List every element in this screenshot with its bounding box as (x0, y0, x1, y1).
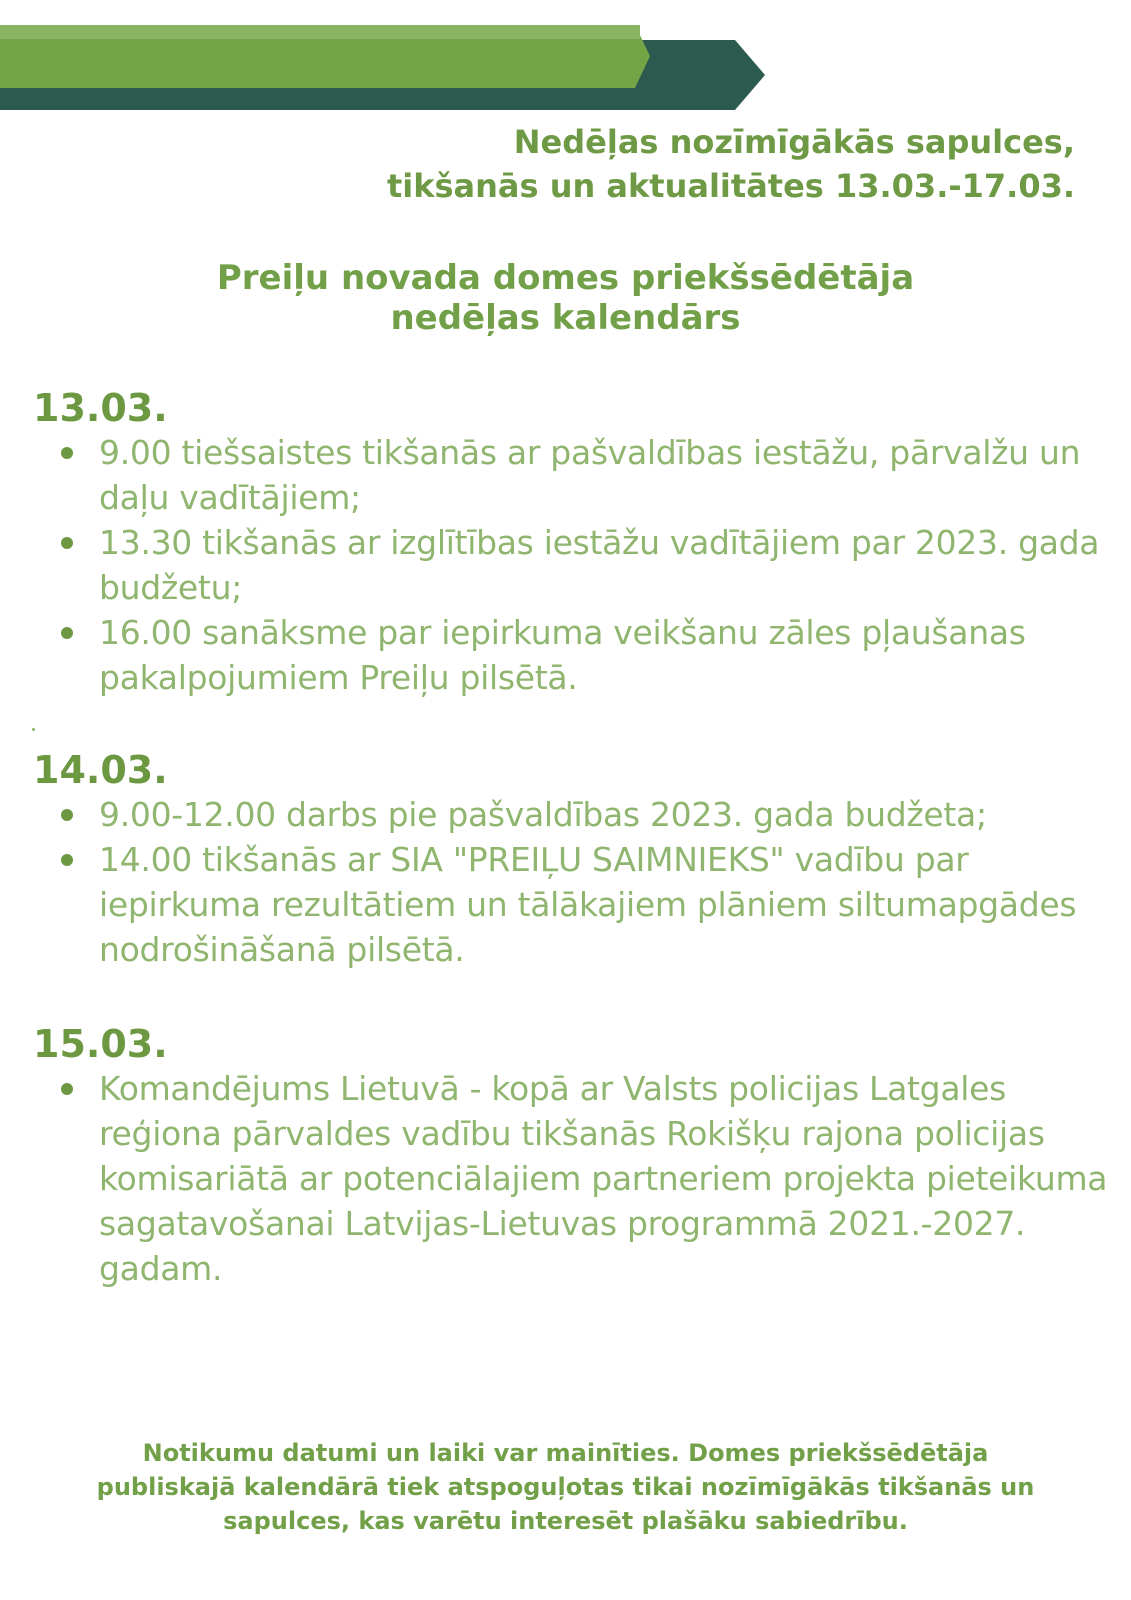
event-item (33, 430, 1113, 520)
banner-highlight (0, 25, 640, 39)
subtitle-line2: nedēļas kalendārs (390, 298, 741, 338)
footer-line3: sapulces, kas varētu interesēt plašāku sabiedrību. (223, 1507, 908, 1535)
bullet-icon (61, 809, 73, 821)
event-list (33, 430, 1113, 700)
header-title-line1: Nedēļas nozīmīgākās sapulces, (513, 123, 1075, 161)
stray-dot (32, 728, 35, 731)
calendar-subtitle (0, 258, 1131, 338)
bullet-icon (61, 537, 73, 549)
bullet-icon (61, 447, 73, 459)
event-text: 9.00 tiešsaistes tikšanās ar pašvaldības iestāžu, pārvalžu un daļu vadītājiem; (99, 433, 1081, 517)
subtitle-line1: Preiļu novada domes priekšsēdētāja (216, 258, 915, 298)
event-item (33, 610, 1113, 700)
event-list (33, 792, 1113, 972)
event-item (33, 520, 1113, 610)
header-title-line2: tikšanās un aktualitātes 13.03.-17.03. (386, 167, 1075, 205)
event-item (33, 837, 1113, 972)
event-text: 16.00 sanāksme par iepirkuma veikšanu zāles pļaušanas pakalpojumiem Preiļu pilsētā. (99, 613, 1026, 697)
event-item (33, 792, 1113, 837)
day-date: 14.03. (33, 748, 168, 792)
event-text: 13.30 tikšanās ar izglītības iestāžu vadītājiem par 2023. gada budžetu; (99, 523, 1100, 607)
day-date: 13.03. (33, 386, 168, 430)
disclaimer-footer (0, 1436, 1131, 1538)
day-section (33, 1022, 1113, 1291)
bullet-icon (61, 1083, 73, 1095)
day-date: 15.03. (33, 1022, 168, 1066)
header-title (387, 120, 1075, 208)
event-text: 9.00-12.00 darbs pie pašvaldības 2023. gada budžeta; (99, 795, 987, 834)
bullet-icon (61, 854, 73, 866)
bullet-icon (61, 627, 73, 639)
event-item (33, 1066, 1113, 1291)
footer-line2: publiskajā kalendārā tiek atspoguļotas tikai nozīmīgākās tikšanās un (96, 1473, 1035, 1501)
day-section (33, 386, 1113, 700)
footer-line1: Notikumu datumi un laiki var mainīties. Domes priekšsēdētāja (142, 1439, 989, 1467)
header-banner (0, 0, 1131, 120)
event-text: 14.00 tikšanās ar SIA "PREIĻU SAIMNIEKS" vadību par iepirkuma rezultātiem un tālākajiem plāniem siltumapgādes nodrošināšanā pilsētā. (99, 840, 1077, 969)
event-text: Komandējums Lietuvā - kopā ar Valsts policijas Latgales reģiona pārvaldes vadību tikšanās Rokišķu rajona policijas komisariātā ar potenciālajiem partneriem projekta pieteikuma sagatavošanai Latvijas-Lietuvas programmā 2021.-2027. gadam. (99, 1069, 1108, 1288)
day-section (33, 748, 1113, 972)
event-list (33, 1066, 1113, 1291)
